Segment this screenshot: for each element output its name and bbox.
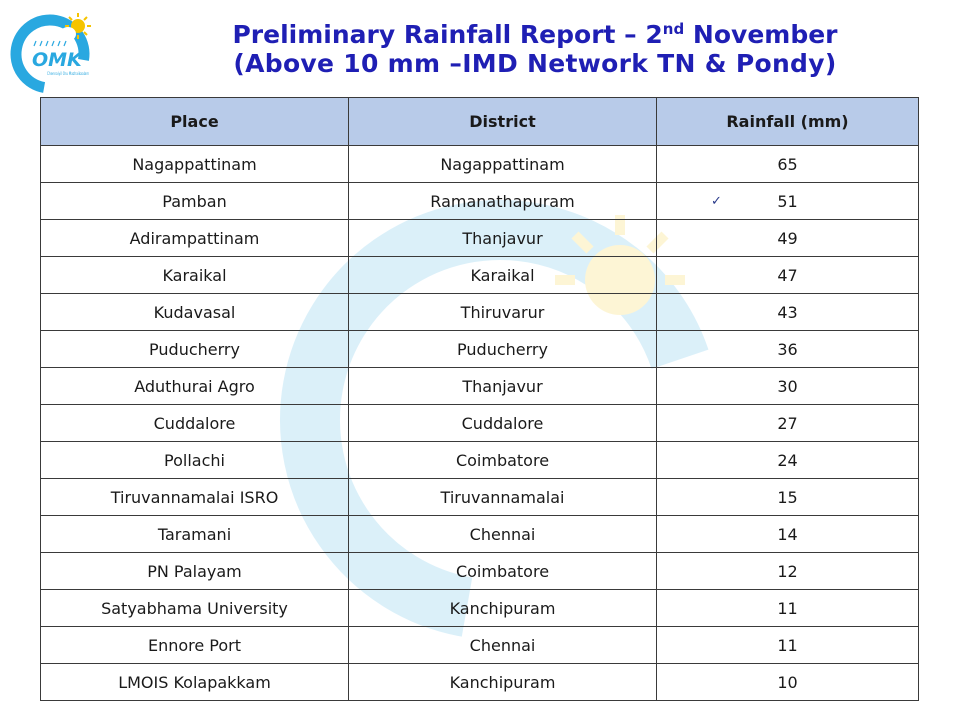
rainfall-cell: 11	[657, 590, 919, 627]
report-subtitle: (Above 10 mm –IMD Network TN & Pondy)	[233, 49, 837, 78]
rainfall-cell: 65	[657, 146, 919, 183]
district-cell: Coimbatore	[349, 553, 657, 590]
district-cell: Chennai	[349, 516, 657, 553]
district-cell: Chennai	[349, 627, 657, 664]
table-row	[41, 590, 919, 627]
place-cell: LMOIS Kolapakkam	[41, 664, 349, 701]
district-cell: Puducherry	[349, 331, 657, 368]
table-row	[41, 553, 919, 590]
place-cell: Cuddalore	[41, 405, 349, 442]
rainfall-cell: 15	[657, 479, 919, 516]
omk-logo	[10, 8, 113, 94]
column-header-rainfall: Rainfall (mm)	[657, 98, 919, 146]
rainfall-cell: 43	[657, 294, 919, 331]
district-cell: Ramanathapuram	[349, 183, 657, 220]
table-row	[41, 146, 919, 183]
district-cell: Cuddalore	[349, 405, 657, 442]
rainfall-cell: 24	[657, 442, 919, 479]
place-cell: Ennore Port	[41, 627, 349, 664]
place-cell: Kudavasal	[41, 294, 349, 331]
place-cell: Pamban	[41, 183, 349, 220]
place-cell: Adirampattinam	[41, 220, 349, 257]
place-cell: Nagappattinam	[41, 146, 349, 183]
rainfall-cell: 47	[657, 257, 919, 294]
place-cell: Puducherry	[41, 331, 349, 368]
place-cell: Satyabhama University	[41, 590, 349, 627]
column-header-place: Place	[41, 98, 349, 146]
district-cell: Kanchipuram	[349, 590, 657, 627]
table-row	[41, 664, 919, 701]
logo-text: OMK	[32, 49, 82, 71]
place-cell: Aduthurai Agro	[41, 368, 349, 405]
report-title: Preliminary Rainfall Report – 2nd November	[232, 20, 838, 49]
rainfall-cell: 49	[657, 220, 919, 257]
table-row	[41, 479, 919, 516]
rainfall-cell: 10	[657, 664, 919, 701]
cloud-icon	[51, 27, 76, 42]
table-row	[41, 627, 919, 664]
table-row	[41, 442, 919, 479]
logo-tagline: Chennaiyil Oru Mazhaikaalam	[47, 72, 113, 77]
district-cell: Nagappattinam	[349, 146, 657, 183]
district-cell: Karaikal	[349, 257, 657, 294]
rainfall-cell: 27	[657, 405, 919, 442]
table-header-row	[41, 98, 919, 146]
table-row	[41, 516, 919, 553]
district-cell: Kanchipuram	[349, 664, 657, 701]
table-row	[41, 405, 919, 442]
rainfall-cell: 51	[657, 183, 919, 220]
rainfall-cell: 14	[657, 516, 919, 553]
district-cell: Thanjavur	[349, 368, 657, 405]
place-cell: Pollachi	[41, 442, 349, 479]
rainfall-cell: 30	[657, 368, 919, 405]
rainfall-table	[40, 97, 919, 701]
table-row	[41, 294, 919, 331]
place-cell: Karaikal	[41, 257, 349, 294]
district-cell: Thiruvarur	[349, 294, 657, 331]
column-header-district: District	[349, 98, 657, 146]
rainfall-cell: 12	[657, 553, 919, 590]
rainfall-cell: 36	[657, 331, 919, 368]
table-row	[41, 183, 919, 220]
place-cell: Taramani	[41, 516, 349, 553]
table-row	[41, 257, 919, 294]
rainfall-cell: 11	[657, 627, 919, 664]
table-row	[41, 331, 919, 368]
district-cell: Thanjavur	[349, 220, 657, 257]
checkmark-icon: ✓	[711, 194, 722, 209]
district-cell: Tiruvannamalai	[349, 479, 657, 516]
table-row	[41, 368, 919, 405]
district-cell: Coimbatore	[349, 442, 657, 479]
place-cell: Tiruvannamalai ISRO	[41, 479, 349, 516]
table-row	[41, 220, 919, 257]
place-cell: PN Palayam	[41, 553, 349, 590]
